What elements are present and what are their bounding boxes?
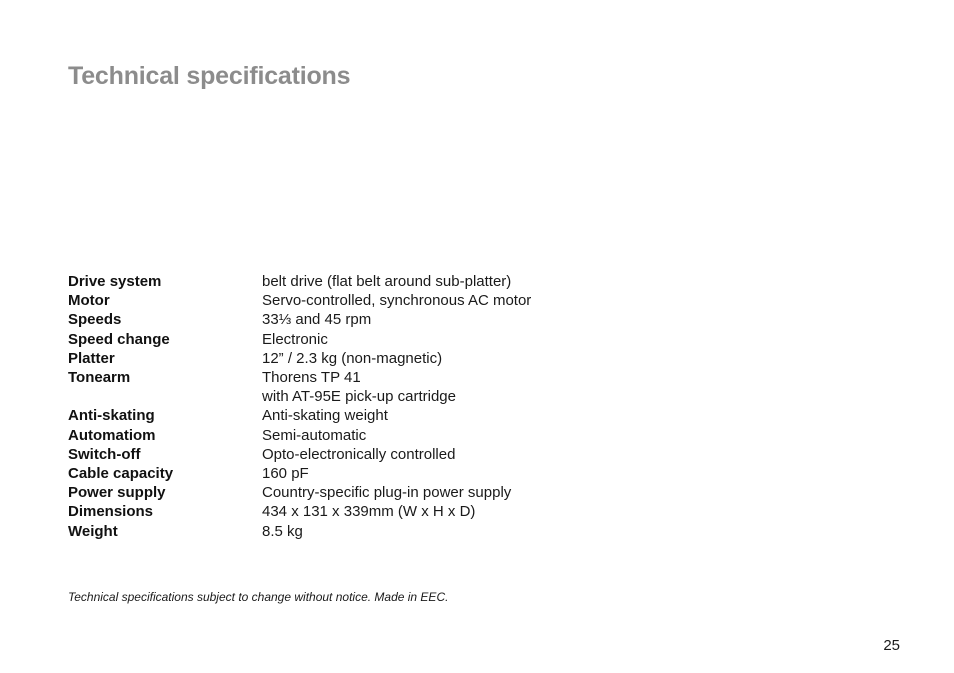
spec-label: Weight	[68, 522, 118, 540]
spec-row-speed-change	[68, 330, 668, 349]
page-number: 25	[883, 637, 900, 654]
spec-label	[68, 387, 262, 406]
spec-label: Dimensions	[68, 503, 154, 521]
spec-value: Servo-controlled, synchronous AC motor	[262, 292, 532, 310]
spec-row-anti-skating	[68, 406, 668, 425]
spec-label: Speeds	[68, 311, 122, 329]
spec-value: 8.5 kg	[262, 522, 303, 540]
spec-table	[68, 272, 668, 541]
spec-value: 12” / 2.3 kg (non-magnetic)	[262, 349, 443, 367]
spec-row-automation	[68, 426, 668, 445]
spec-row-weight	[68, 522, 668, 541]
spec-row-switch-off	[68, 445, 668, 464]
spec-label: Anti-skating	[68, 407, 155, 425]
spec-label: Switch-off	[68, 445, 141, 463]
spec-value: 33⅓ and 45 rpm	[262, 311, 372, 329]
spec-row-tonearm	[68, 368, 668, 387]
spec-row-drive-system	[68, 272, 668, 291]
spec-row-speeds	[68, 310, 668, 329]
spec-value: 160 pF	[262, 465, 309, 483]
spec-row-platter	[68, 349, 668, 368]
spec-label: Power supply	[68, 484, 166, 502]
spec-label: Speed change	[68, 330, 170, 348]
spec-label: Cable capacity	[68, 465, 174, 483]
spec-value: Country-specific plug-in power supply	[262, 484, 512, 502]
page-title: Technical specifications	[68, 62, 351, 90]
spec-row-power-supply	[68, 483, 668, 502]
spec-label: Automatiom	[68, 426, 156, 444]
spec-value: with AT-95E pick-up cartridge	[262, 388, 456, 406]
spec-row-motor	[68, 291, 668, 310]
spec-value: Thorens TP 41	[262, 369, 361, 387]
spec-value: 434 x 131 x 339mm (W x H x D)	[262, 503, 476, 521]
spec-label: Platter	[68, 349, 115, 367]
spec-label: Motor	[68, 292, 110, 310]
footnote: Technical specifications subject to change without notice. Made in EEC.	[68, 590, 449, 604]
spec-row-tonearm-continued	[68, 387, 668, 406]
spec-label: Tonearm	[68, 369, 131, 387]
spec-value: Opto-electronically controlled	[262, 445, 456, 463]
spec-value: belt drive (flat belt around sub-platter)	[262, 273, 512, 290]
spec-row-cable-capacity	[68, 464, 668, 483]
spec-row-dimensions	[68, 502, 668, 521]
spec-value: Electronic	[262, 330, 328, 348]
spec-label: Drive system	[68, 273, 162, 290]
spec-value: Anti-skating weight	[262, 407, 388, 425]
spec-value: Semi-automatic	[262, 426, 367, 444]
